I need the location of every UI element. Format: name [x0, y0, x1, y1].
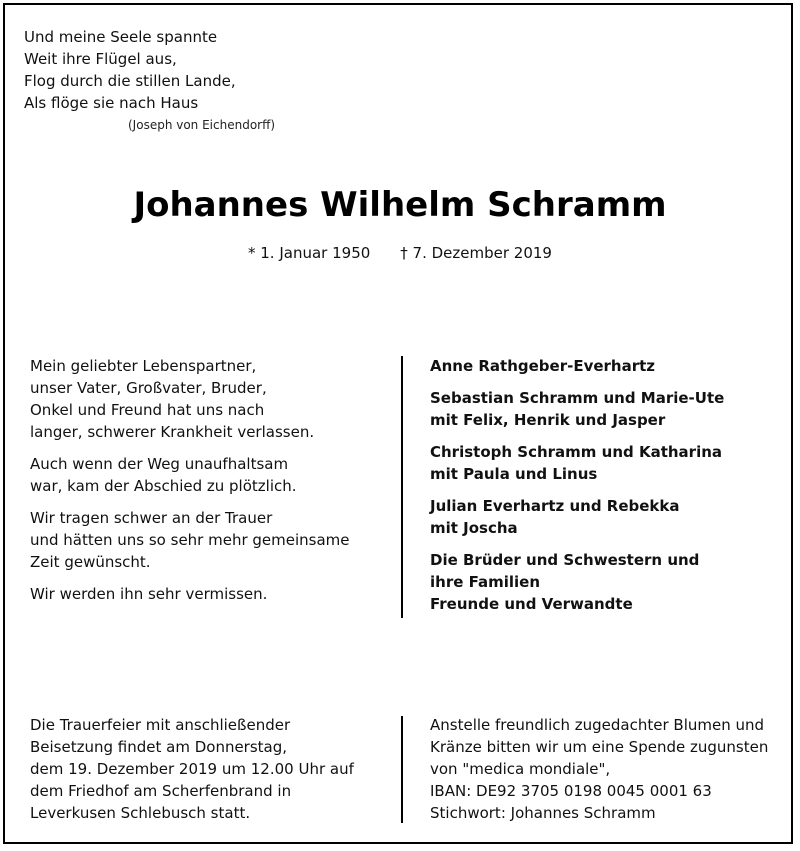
mourner-line: Julian Everhartz und Rebekka	[430, 497, 680, 515]
funeral-line: Beisetzung findet am Donnerstag,	[30, 738, 288, 756]
mourner-line: Sebastian Schramm und Marie-Ute	[430, 389, 725, 407]
message-line: Zeit gewünscht.	[30, 553, 151, 571]
donation-line: Anstelle freundlich zugedachter Blumen und	[430, 716, 765, 734]
donation-info	[430, 714, 768, 824]
funeral-line: dem Friedhof am Scherfenbrand in	[30, 782, 292, 800]
funeral-line: dem 19. Dezember 2019 um 12.00 Uhr auf	[30, 760, 354, 778]
message-line: Auch wenn der Weg unaufhaltsam	[30, 455, 289, 473]
poem	[24, 26, 236, 114]
poem-line: Und meine Seele spannte	[24, 28, 218, 46]
donation-iban: IBAN: DE92 3705 0198 0045 0001 63	[430, 782, 712, 800]
mourner-group	[430, 549, 724, 615]
message-line: und hätten uns so sehr mehr gemeinsame	[30, 531, 350, 549]
mourner-line: ihre Familien	[430, 573, 541, 591]
message-line: langer, schwerer Krankheit verlassen.	[30, 423, 315, 441]
poem-line: Weit ihre Flügel aus,	[24, 50, 177, 68]
poem-line: Flog durch die stillen Lande,	[24, 72, 236, 90]
poem-author: (Joseph von Eichendorff)	[128, 118, 276, 132]
message-line: Wir werden ihn sehr vermissen.	[30, 585, 268, 603]
message-paragraph	[30, 453, 350, 497]
message-text	[30, 355, 350, 615]
message-paragraph	[30, 355, 350, 443]
mourners-list	[430, 355, 724, 625]
deceased-name: Johannes Wilhelm Schramm	[133, 185, 667, 225]
mourner-group	[430, 441, 724, 485]
column-divider	[401, 716, 403, 823]
message-paragraph	[30, 583, 350, 605]
mourner-line: Anne Rathgeber-Everhartz	[430, 357, 656, 375]
donation-keyword: Stichwort: Johannes Schramm	[430, 804, 656, 822]
message-line: war, kam der Abschied zu plötzlich.	[30, 477, 297, 495]
message-line: unser Vater, Großvater, Bruder,	[30, 379, 267, 397]
mourner-line: Christoph Schramm und Katharina	[430, 443, 723, 461]
message-line: Wir tragen schwer an der Trauer	[30, 509, 273, 527]
mourner-line: Die Brüder und Schwestern und	[430, 551, 700, 569]
donation-line: Kränze bitten wir um eine Spende zugunsten	[430, 738, 769, 756]
donation-line: von "medica mondiale",	[430, 760, 611, 778]
message-line: Mein geliebter Lebenspartner,	[30, 357, 257, 375]
birth-date: * 1. Januar 1950	[248, 244, 371, 262]
message-line: Onkel und Freund hat uns nach	[30, 401, 265, 419]
mourner-line: mit Joscha	[430, 519, 518, 537]
mourner-line: mit Paula und Linus	[430, 465, 598, 483]
poem-line: Als flöge sie nach Haus	[24, 94, 199, 112]
death-date: † 7. Dezember 2019	[400, 244, 552, 262]
mourner-group	[430, 387, 724, 431]
mourner-line: Freunde und Verwandte	[430, 595, 633, 613]
column-divider	[401, 356, 403, 618]
funeral-info	[30, 714, 354, 824]
funeral-line: Leverkusen Schlebusch statt.	[30, 804, 251, 822]
funeral-line: Die Trauerfeier mit anschließender	[30, 716, 291, 734]
life-dates	[0, 243, 800, 263]
message-paragraph	[30, 507, 350, 573]
mourner-group	[430, 495, 724, 539]
mourner-line: mit Felix, Henrik und Jasper	[430, 411, 666, 429]
mourner-group	[430, 355, 724, 377]
